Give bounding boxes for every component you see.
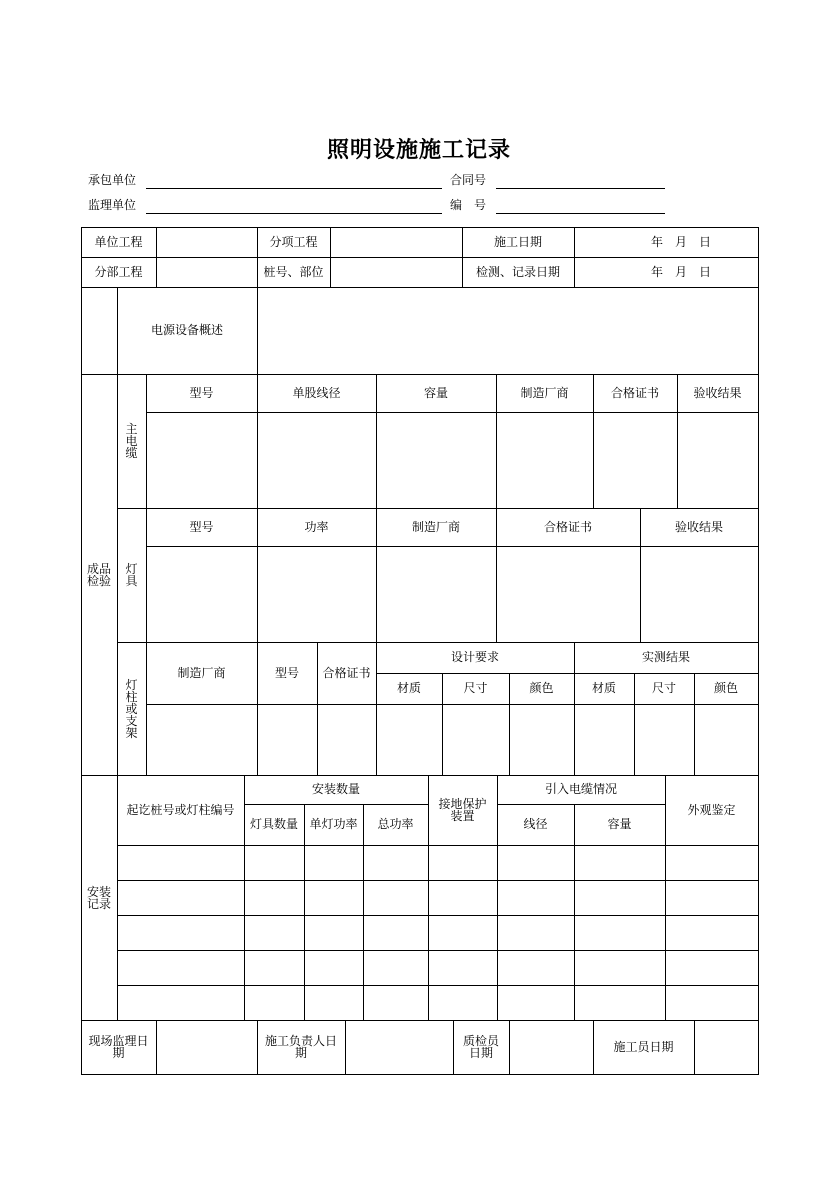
lamp-post-model-header: 型号 <box>274 665 299 680</box>
lamp-header: 功率 <box>304 519 329 534</box>
vertical-char: 具 <box>125 574 138 588</box>
incoming-cable-header: 引入电缆情况 <box>544 782 617 796</box>
wire-diameter-header: 线径 <box>523 817 548 831</box>
lamp-header: 型号 <box>189 519 214 534</box>
unit-project-label: 单位工程 <box>94 234 143 249</box>
serial-no-label: 编 号 <box>450 198 487 212</box>
grounding-protection-header: 接地保护 装置 <box>438 797 487 823</box>
contractor-label: 承包单位 <box>88 173 137 187</box>
main-cable-header: 单股线径 <box>292 385 341 400</box>
sub-part-project-label: 分部工程 <box>94 264 143 279</box>
lamp-post-sub-header: 材质 <box>396 681 421 695</box>
vertical-char: 灯 <box>125 677 138 692</box>
unit-project-field[interactable] <box>156 227 257 257</box>
install-quantity-header: 安装数量 <box>311 782 360 796</box>
contract-no-label: 合同号 <box>450 173 487 187</box>
main-cable-label <box>117 374 146 508</box>
installation-record-label: 安装 记录 <box>86 884 111 911</box>
inspection-record-date-field[interactable]: 年 月 日 <box>650 264 711 279</box>
vertical-char: 电 <box>125 434 138 448</box>
lamp-header: 合格证书 <box>543 519 592 534</box>
lamp-post-certificate-header: 合格证书 <box>322 665 371 680</box>
vertical-char: 支 <box>125 713 138 728</box>
construction-date-label: 施工日期 <box>493 234 542 249</box>
measured-results-header: 实测结果 <box>641 650 690 664</box>
lamp-post-sub-header: 材质 <box>591 681 616 695</box>
single-lamp-power-header: 单灯功率 <box>309 817 358 831</box>
appearance-assessment-header: 外观鉴定 <box>687 802 736 817</box>
construction-date-field[interactable]: 年 月 日 <box>650 234 711 249</box>
vertical-char: 缆 <box>125 446 138 460</box>
lamp-post-sub-header: 颜色 <box>713 681 738 695</box>
sub-item-project-field[interactable] <box>330 227 462 257</box>
main-cable-header: 型号 <box>189 385 214 400</box>
site-supervisor-date-label: 现场监理日 期 <box>88 1034 149 1060</box>
station-position-label: 桩号、部位 <box>263 264 324 279</box>
construction-lead-date-field[interactable] <box>345 1020 453 1074</box>
supervisor-label: 监理单位 <box>88 198 137 212</box>
capacity-header: 容量 <box>607 817 632 831</box>
lamp-label <box>117 508 146 642</box>
power-equipment-overview-label: 电源设备概述 <box>150 323 223 337</box>
sub-item-project-label: 分项工程 <box>269 234 318 249</box>
main-cable-header: 合格证书 <box>610 385 659 400</box>
sub-part-project-field[interactable] <box>156 257 257 287</box>
quality-inspector-date-field[interactable] <box>509 1020 593 1074</box>
main-cable-header: 制造厂商 <box>520 385 569 400</box>
lamp-post-sub-header: 尺寸 <box>651 681 676 695</box>
page-title: 照明设施施工记录 <box>326 138 511 163</box>
lamp-post-manufacturer-header: 制造厂商 <box>177 665 226 680</box>
quality-inspector-date-label: 质检员 日期 <box>462 1034 499 1060</box>
constructor-date-field[interactable] <box>694 1020 758 1074</box>
lamp-header: 制造厂商 <box>411 519 460 534</box>
inspection-record-date-label: 检测、记录日期 <box>475 264 560 279</box>
total-power-header: 总功率 <box>377 817 414 831</box>
station-position-field[interactable] <box>330 257 462 287</box>
site-supervisor-date-field[interactable] <box>156 1020 257 1074</box>
vertical-char: 或 <box>125 701 138 716</box>
vertical-char: 灯 <box>125 562 138 576</box>
lamp-header: 验收结果 <box>674 519 723 534</box>
vertical-char: 主 <box>125 422 138 436</box>
vertical-char: 柱 <box>125 689 138 704</box>
lamp-post-sub-header: 颜色 <box>529 681 554 695</box>
constructor-date-label: 施工员日期 <box>613 1039 674 1054</box>
power-equipment-overview-field[interactable] <box>257 287 758 374</box>
construction-lead-date-label: 施工负责人日 期 <box>264 1034 337 1060</box>
lamp-count-header: 灯具数量 <box>249 817 298 831</box>
main-cable-header: 容量 <box>423 385 448 400</box>
vertical-char: 架 <box>125 725 138 740</box>
lamp-post-sub-header: 尺寸 <box>463 681 488 695</box>
product-inspection-label: 成品 检验 <box>86 561 111 588</box>
main-cable-header: 验收结果 <box>693 385 742 400</box>
station-or-post-no-header: 起讫桩号或灯柱编号 <box>126 802 235 817</box>
lamp-post-label <box>117 642 146 775</box>
design-requirements-header: 设计要求 <box>450 650 499 664</box>
